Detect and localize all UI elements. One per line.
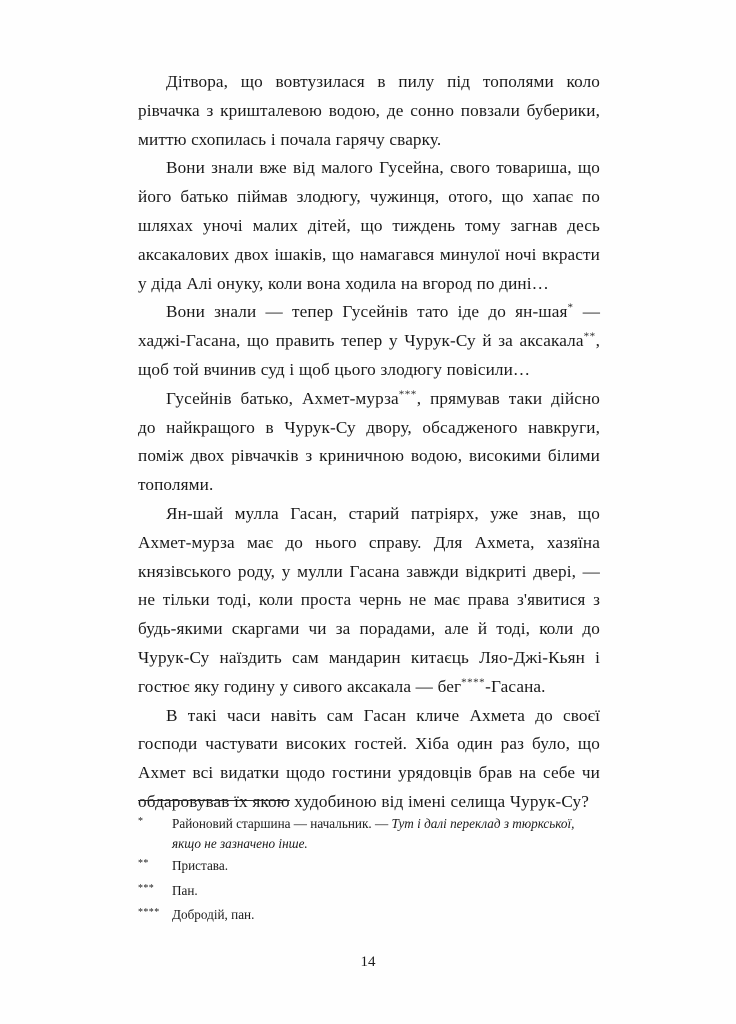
footnote-ref-2[interactable]: ** xyxy=(583,330,596,343)
footnote-marker-3: *** xyxy=(138,882,155,894)
paragraph-3-seg-2: — хаджі-Гасана, що править тепер у Чурук-Су й за аксакала xyxy=(138,302,601,351)
footnote-ref-3[interactable]: *** xyxy=(398,388,417,401)
paragraph-4-seg-1: Гусейнів батько, Ахмет-мурза xyxy=(166,388,399,408)
footnote-ref-4[interactable]: **** xyxy=(461,676,486,688)
footnote-item-3 xyxy=(138,881,600,903)
footnote-marker-2: ** xyxy=(138,858,149,869)
footnote-marker-4: **** xyxy=(138,907,160,918)
footnote-text-3: Пан. xyxy=(172,882,198,898)
paragraph-4-seg-2: , прямував таки дійсно до найкращого в Чурук-Су двору, обсадженого навкруги, поміж двох рівчачків з криничною водою, високими білими тополями. xyxy=(138,388,600,495)
footnote-text-1 xyxy=(172,814,600,853)
paragraph-5-seg-2: -Гасана. xyxy=(485,676,546,696)
footnote-text-1-italic: Тут і далі переклад з тюркської, якщо не зазначено інше. xyxy=(172,816,575,851)
footnote-text-1-regular: Районовий старшина — начальник. — xyxy=(172,816,392,831)
footnote-item-1 xyxy=(138,814,600,853)
footnote-marker-1: * xyxy=(138,816,144,827)
footnote-text-4: Добродій, пан. xyxy=(172,907,255,922)
paragraph-1: Дітвора, що вовтузилася в пилу під тополями коло рівчачка з кришталевою водою, де сонно повзали буберики, миттю схопилась і почала гарячу сварку. xyxy=(138,72,600,149)
paragraph-2: Вони знали вже від малого Гусейна, свого товариша, що його батько піймав злодюгу, чужинця, отого, що хапає по шляхах уночі малих дітей, що тиждень тому загнав десь аксакалових двох ішаків, що намагався минулої ночі вкрасти у діда Алі онуку, коли вона ходила на вгород по дині… xyxy=(138,158,600,293)
footnote-item-4 xyxy=(138,905,600,927)
paragraph-6: В такі часи навіть сам Гасан кличе Ахмета до своєї господи частувати високих гостей. Хіба один раз було, що Ахмет всі видатки щодо гостини урядовців брав на себе чи обдаровував їх якою худобиною від імені селища Чурук-Су? xyxy=(138,705,600,811)
footnote-text-2: Пристава. xyxy=(172,858,229,873)
footnote-ref-1[interactable]: * xyxy=(567,301,574,314)
paragraph-3-seg-3: , щоб той вчинив суд і щоб цього злодюгу повісили… xyxy=(138,331,600,379)
paragraph-3-seg-1: Вони знали — тепер Гусейнів тато іде до ян-шая xyxy=(166,302,568,322)
paragraph-5 xyxy=(138,500,600,702)
footnote-separator-rule xyxy=(138,800,290,801)
body-text-block xyxy=(138,68,600,817)
paragraph-4 xyxy=(138,385,600,500)
page-number: 14 xyxy=(360,954,376,970)
footnote-item-2 xyxy=(138,856,600,878)
paragraph-5-seg-1: Ян-шай мулла Гасан, старий патріярх, уже знав, що Ахмет-мурза має до нього справу. Для Ахмета, хазяїна князівського роду, у мулли Гасана завжди відкриті двері, — не тільки тоді, коли проста чернь не має права з'явитися з будь-якими скаргами чи за порадами, але й тоді, коли до Чурук-Су наїздить сам мандарин китаєць Ляо-Джі-Кьян і гостює яку годину у сивого аксакала — бег xyxy=(138,503,600,696)
footnotes-block xyxy=(138,800,600,930)
paragraph-3 xyxy=(138,298,600,384)
